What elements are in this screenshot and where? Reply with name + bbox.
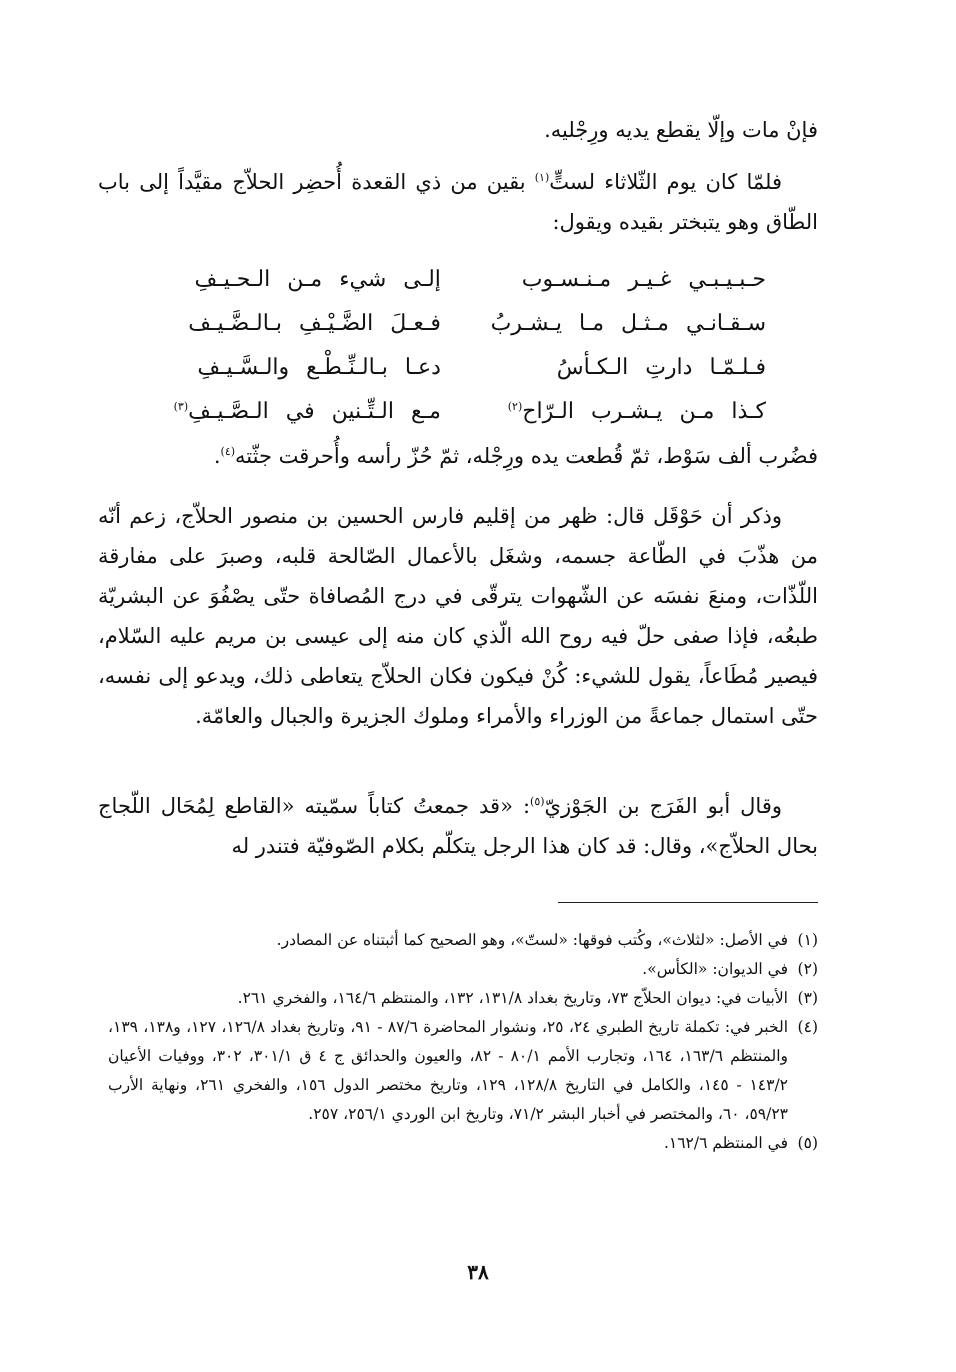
after-poem-text: فضُرب ألف سَوْط، ثمّ قُطعت يده ورِجْله، ثمّ حُزّ رأسه وأُحرقت جثّته <box>235 444 818 468</box>
footnote-text: في الديوان: «الكأس». <box>642 960 788 978</box>
footnote-1 <box>108 926 818 955</box>
footnote-5 <box>108 1129 818 1158</box>
paragraph-3: وذكر أن حَوْقَل قال: ظهر من إقليم فارس الحسين بن منصور الحلاّج، زعم أنّه من هذّبَ في الطّاعة جسمه، وشغَل بالأعمال الصّالحة قلبه، وصبرَ على مفارقة اللّذّات، ومنعَ نفسَه عن الشّهوات يترقّى في درج المُصافاة حتّى يصْفُوَ عن البشريّة طبعُه، فإذا صفى حلّ فيه روح الله الّذي كان منه إلى عيسى بن مريم عليه السّلام، فيصير مُطَاعاً، يقول للشيء: كُنْ فيكون فكان الحلاّج يتعاطى ذلك، ويدعو إلى نفسه، حتّى استمال جماعةً من الوزراء والأمراء وملوك الجزيرة والجبال والعامّة. <box>98 504 818 728</box>
footnote-number: (٤) <box>797 1018 818 1036</box>
footnote-number: (١) <box>797 931 818 949</box>
footnote-ref-2[interactable]: (٢) <box>507 400 523 413</box>
paragraph-2 <box>98 162 818 242</box>
poem-hemistich-second <box>164 258 441 302</box>
poem-verse <box>164 390 766 434</box>
footnote-ref-4[interactable]: (٤) <box>220 445 236 458</box>
footnote-ref-3[interactable]: (٣) <box>173 400 189 413</box>
footnote-4 <box>108 1013 818 1129</box>
poem <box>164 258 766 434</box>
hemistich-text: فـعـلَ الضَّـيْـفِ بـالـضَّـيـف <box>188 311 441 336</box>
paragraph-4-text-a: وقال أبو الفَرَج بن الجَوْزيّ <box>544 794 783 818</box>
poem-verse <box>164 302 766 346</box>
footnote-text: في الأصل: «لثلاث»، وكُتب فوقها: «لستّ»، وهو الصحيح كما أثبتناه عن المصادر. <box>276 931 788 949</box>
poem-verse <box>164 346 766 390</box>
hemistich-text: إلـى شيء مـن الـحـيـفِ <box>194 267 441 292</box>
footnotes <box>108 926 818 1158</box>
footnote-ref-1[interactable]: (١) <box>534 171 550 184</box>
footnote-ref-5[interactable]: (٥) <box>530 795 545 808</box>
hemistich-text: حـبـيـبـي غـيـر مـنـسـوب <box>521 267 766 292</box>
footnote-text: في المنتظم ١٦٢/٦. <box>663 1134 788 1152</box>
hemistich-text: مـع الـتِّـنين في الـصَّـيـفِ <box>188 399 441 424</box>
paragraph-after-poem: فضُرب ألف سَوْط، ثمّ قُطعت يده ورِجْله، ثمّ حُزّ رأسه وأُحرقت جثّته$^{(٤)}$. <box>213 444 818 468</box>
hemistich-text: فـلـمّـا دارتِ الـكـأسُ <box>556 355 766 380</box>
paragraph-1: فإنْ مات وإلّا يقطع يديه ورِجْليه. <box>544 118 818 142</box>
poem-verse <box>164 258 766 302</box>
footnote-number: (٢) <box>797 960 818 978</box>
hemistich-text: سـقـانـي مـثـل مـا يـشـربُ <box>490 311 766 336</box>
paragraph-2-text-a: فلمّا كان يوم الثّلاثاء لستٍّ <box>549 170 782 194</box>
hemistich-text: دعـا بـالـنِّـطْـع والـسَّـيـفِ <box>197 355 441 380</box>
poem-hemistich-first <box>489 302 766 346</box>
poem-hemistich-first <box>489 346 766 390</box>
paragraph-2-text-b: بقين من ذي القعدة أُحضِر الحلاّج مقيَّداً إلى باب الطّاق وهو يتبختر بقيده ويقول: <box>98 170 818 234</box>
footnote-number: (٣) <box>797 989 818 1007</box>
footnote-text: الخبر في: تكملة تاريخ الطبري ٢٤، ٢٥، ونشوار المحاضرة ٨٧/٦ - ٩١، وتاريخ بغداد ١٢٦/٨، ١٢٧، و١٣٨، ١٣٩، والمنتظم ١٦٣/٦، ١٦٤، وتجارب الأمم ٨٠/١ - ٨٢، والعيون والحدائق ج ٤ ق ٣٠١/١، ٣٠٢، ووفيات الأعيان ١٤٣/٢ - ١٤٥، والكامل في التاريخ ١٢٨/٨، ١٢٩، وتاريخ مختصر الدول ١٥٦، والفخري ٢٦١، ونهاية الأرب ٥٩/٢٣، ٦٠، والمختصر في أخبار البشر ٧١/٢، وتاريخ ابن الوردي ٢٥٦/١، ٢٥٧. <box>108 1018 789 1123</box>
paragraph-4 <box>98 786 818 866</box>
poem-hemistich-first <box>489 258 766 302</box>
page-number: ٣٨ <box>467 1260 489 1284</box>
footnote-2 <box>108 955 818 984</box>
paragraph-4-text-b: : «قد جمعتُ كتاباً سمّيته «القاطع لِمُحَال اللّجاج بحال الحلاّج»، وقال: قد كان هذا الرجل يتكلّم بكلام الصّوفيّة فتندر له <box>98 794 818 858</box>
footnote-divider <box>558 902 818 903</box>
poem-hemistich-second <box>164 346 441 390</box>
poem-hemistich-first <box>489 390 766 434</box>
footnote-text: الأبيات في: ديوان الحلاّج ٧٣، وتاريخ بغداد ١٣١/٨، ١٣٢، والمنتظم ١٦٤/٦، والفخري ٢٦١. <box>237 989 788 1007</box>
hemistich-text: كـذا مـن يـشـرب الـرّاح <box>522 399 766 424</box>
footnote-3 <box>108 984 818 1013</box>
poem-hemistich-second <box>164 390 441 434</box>
poem-hemistich-second <box>164 302 441 346</box>
footnote-number: (٥) <box>797 1134 818 1152</box>
